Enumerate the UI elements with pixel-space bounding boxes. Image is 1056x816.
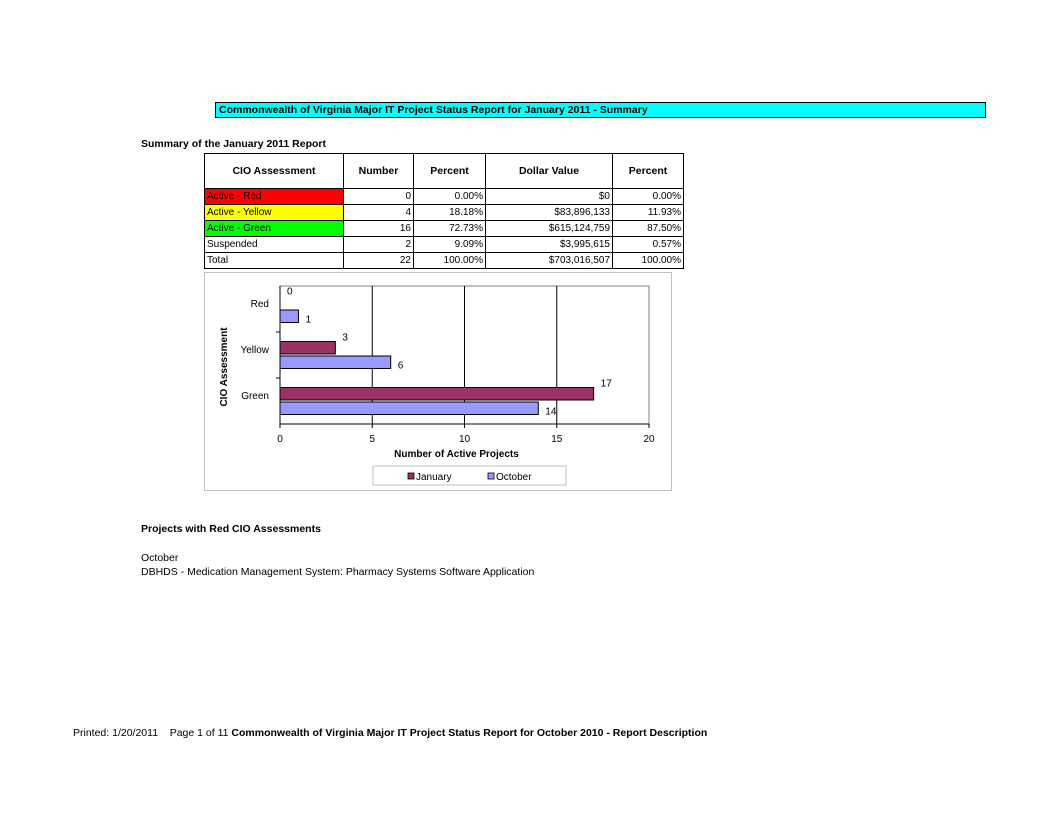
table-row [205, 205, 684, 221]
bar-data-label: 1 [305, 314, 312, 326]
row-label: Suspended [205, 237, 344, 253]
x-tick-label: 10 [458, 434, 471, 445]
row-dollar: $615,124,759 [486, 221, 613, 237]
legend-swatch-october [488, 473, 494, 479]
header-cio-assessment: CIO Assessment [205, 154, 344, 189]
bar-january [280, 388, 594, 401]
bar-october [280, 402, 538, 415]
legend-box [373, 466, 566, 485]
row-percent: 18.18% [414, 205, 486, 221]
legend-label: October [496, 472, 532, 483]
header-dollar-percent: Percent [613, 154, 684, 189]
page-footer [73, 727, 707, 739]
y-category-label: Yellow [240, 344, 269, 356]
bar-data-label: 14 [545, 406, 557, 418]
row-number: 0 [344, 189, 414, 205]
red-projects-month: October [141, 552, 179, 564]
row-dollar: $0 [486, 189, 613, 205]
chart-canvas [205, 273, 673, 492]
report-banner: Commonwealth of Virginia Major IT Project Status Report for January 2011 - Summary [215, 102, 986, 118]
bar-data-label: 3 [342, 332, 348, 344]
row-percent: 100.00% [414, 253, 486, 269]
row-number: 2 [344, 237, 414, 253]
row-percent: 0.00% [414, 189, 486, 205]
row-dollar: $83,896,133 [486, 205, 613, 221]
footer-title: Commonwealth of Virginia Major IT Project Status Report for October 2010 - Report Description [231, 727, 708, 739]
row-percent: 72.73% [414, 221, 486, 237]
row-label: Total [205, 253, 344, 269]
row-dollar-percent: 87.50% [613, 221, 684, 237]
summary-heading: Summary of the January 2011 Report [141, 138, 326, 150]
header-dollar-value: Dollar Value [486, 154, 613, 189]
printed-date: Printed: 1/20/2011 [73, 727, 159, 739]
row-number: 4 [344, 205, 414, 221]
legend-label: January [416, 472, 452, 483]
table-row [205, 237, 684, 253]
row-dollar-percent: 0.57% [613, 237, 684, 253]
y-category-label: Green [241, 390, 269, 402]
table-row [205, 189, 684, 205]
row-dollar: $3,995,615 [486, 237, 613, 253]
row-dollar-percent: 11.93% [613, 205, 684, 221]
header-percent: Percent [414, 154, 486, 189]
row-number: 22 [344, 253, 414, 269]
cio-assessment-chart [204, 272, 672, 491]
row-label: Active - Red [205, 189, 344, 205]
legend-swatch-january [408, 473, 414, 479]
row-dollar-percent: 100.00% [613, 253, 684, 269]
bar-data-label: 17 [600, 378, 612, 390]
row-label: Active - Yellow [205, 205, 344, 221]
red-project-item: DBHDS - Medication Management System: Pharmacy Systems Software Application [141, 566, 535, 578]
x-tick-label: 20 [643, 434, 655, 445]
row-percent: 9.09% [414, 237, 486, 253]
x-tick-label: 15 [551, 434, 563, 445]
row-label: Active - Green [205, 221, 344, 237]
y-axis-title: CIO Assessment [219, 327, 230, 407]
bar-october [280, 356, 391, 369]
row-dollar-percent: 0.00% [613, 189, 684, 205]
row-number: 16 [344, 221, 414, 237]
row-dollar: $703,016,507 [486, 253, 613, 269]
table-header-row [205, 154, 684, 189]
table-row-total [205, 253, 684, 269]
bar-january [280, 342, 335, 355]
x-tick-label: 0 [277, 434, 283, 445]
bar-october [280, 310, 298, 323]
red-projects-heading: Projects with Red CIO Assessments [141, 523, 321, 535]
page-number: Page 1 of 11 [169, 727, 229, 739]
summary-table [204, 153, 684, 269]
x-axis-title: Number of Active Projects [394, 449, 519, 460]
header-number: Number [344, 154, 414, 189]
bar-data-label: 0 [287, 286, 293, 298]
y-category-label: Red [250, 298, 269, 310]
bar-data-label: 6 [397, 360, 404, 372]
x-tick-label: 5 [369, 434, 376, 445]
table-row [205, 221, 684, 237]
